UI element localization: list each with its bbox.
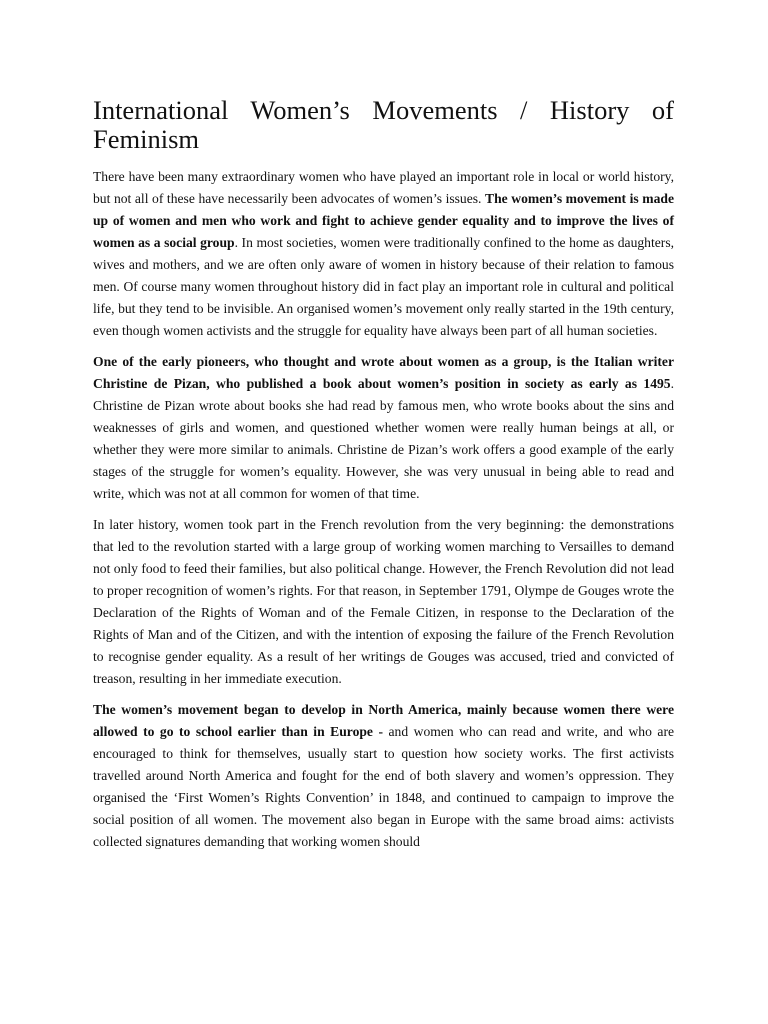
paragraph-north-america — [93, 699, 674, 853]
bold-text-run: The women’s movement began to develop in North America, mainly because women there were allowed to go to school earlier than in Europe - — [93, 702, 674, 739]
text-run: . Christine de Pizan wrote about books she had read by famous men, who wrote books about the sins and weaknesses of girls and women, and questioned whether women were really human beings at all, or whether they were more similar to animals. Christine de Pizan’s work offers a good example of the early stages of the struggle for women’s equality. However, she was very unusual in being able to read and write, which was not at all common for women of that time. — [93, 376, 674, 501]
text-run: . In most societies, women were traditionally confined to the home as daughters, wives and mothers, and we are often only aware of women in history because of their relation to famous men. Of course many women throughout history did in fact play an important role in cultural and political life, but they tend to be invisible. An organised women’s movement only really started in the 19th century, even though women activists and the struggle for equality have always been part of all human societies. — [93, 235, 675, 338]
text-run: and women who can read and write, and who are encouraged to think for themselves, usually start to question how society works. The first activists travelled around North America and fought for the end of both slavery and women’s oppression. They organised the ‘First Women’s Rights Convention’ in 1848, and continued to campaign to improve the social position of all women. The movement also began in Europe with the same broad aims: activists collected signatures demanding that working women should — [93, 724, 675, 849]
paragraph-christine-de-pizan — [93, 351, 674, 505]
bold-text-run: One of the early pioneers, who thought and wrote about women as a group, is the Italian writer Christine de Pizan, who published a book about women’s position in society as early as 1495 — [93, 354, 674, 391]
paragraph-intro — [93, 166, 674, 342]
bold-text-run: The women’s movement is made up of women and men who work and fight to achieve gender equality and to improve the lives of women as a social group — [93, 191, 674, 250]
paragraph-french-revolution — [93, 514, 674, 690]
text-run: There have been many extraordinary women who have played an important role in local or world history, but not all of these have necessarily been advocates of women’s issues. — [93, 169, 674, 206]
text-run: In later history, women took part in the French revolution from the very beginning: the demonstrations that led to the revolution started with a large group of working women marching to Versailles to demand not only food to feed their families, but also political change. However, the French Revolution did not lead to proper recognition of women’s rights. For that reason, in September 1791, Olympe de Gouges wrote the Declaration of the Rights of Woman and of the Female Citizen, in response to the Declaration of the Rights of Man and of the Citizen, and with the intention of exposing the failure of the French Revolution to recognise gender equality. As a result of her writings de Gouges was accused, tried and convicted of treason, resulting in her immediate execution. — [93, 517, 674, 686]
document-page — [93, 96, 674, 862]
document-title: International Women’s Movements / History of Feminism — [93, 95, 674, 154]
